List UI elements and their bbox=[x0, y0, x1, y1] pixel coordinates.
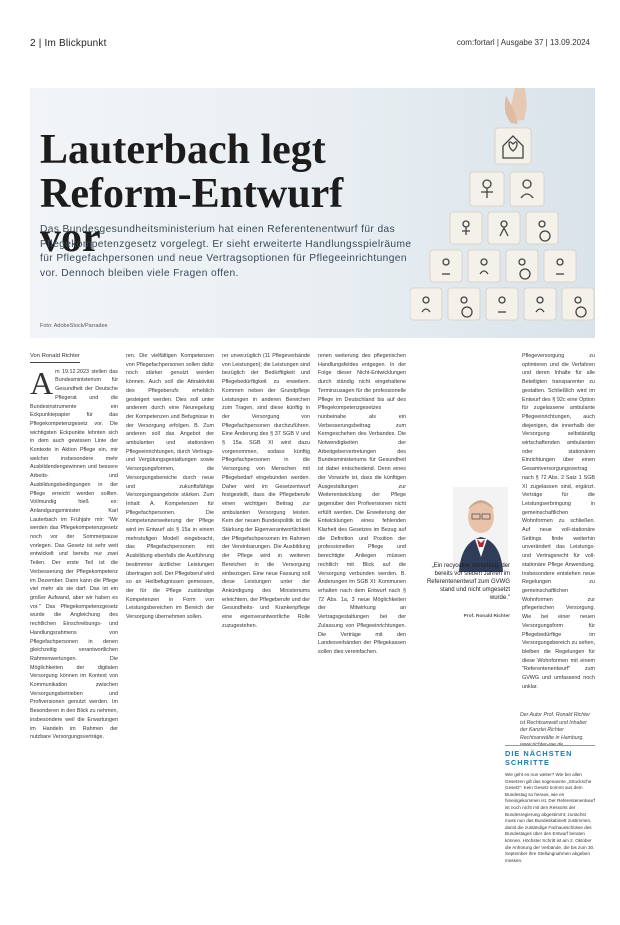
drop-cap: A bbox=[30, 364, 54, 401]
hero-section bbox=[30, 88, 595, 338]
column-5-text: Pflegeversorgung zu optimieren und die Verfahren und deren Inhalte für alle Beteiligten transparenter zu gestalten. Schließlich wird im Entwurf des § 92c eine Option für zugelassene ambulante Pflegeeinrichtungen, auch diejenigen, die innerhalb der Versorgung selbständig wirtschaftenden ambulanten oder stationären Einrichtungen über einen Gesamtversorgungsvertrag nach § 72 Abs. 2 Satz 1 SGB XI zugelassen sind, ergänzt. Verträge für die Leistungserbringung in gemeinschaftlichen Wohnformen zu schließen. Auf neue voll-stationäre Settings finde weiterhin unverändert das Leistungs- und Vertragsrecht für voll-stationäre Pflege Anwendung. Insbesondere entstehen neue Regelungen zu gemeinschaftlichen Wohnformen zur pflegerischen Versorgung. Wie bei einer neuen Versorgungsform für Pflegebedürftige im Versorgungsbereich zu sehen, bleiben die Regelungen für diese Wohnformen mit einem "Referentenentwurf" zum GVWG und umfassend noch unklar. bbox=[522, 353, 595, 690]
issue-info: com:fortarl | Ausgabe 37 | 13.09.2024 bbox=[456, 38, 590, 47]
photo-credit: Foto: AdobeStock/Parradee bbox=[40, 323, 108, 329]
author-portrait bbox=[453, 487, 508, 572]
headline-line-1: Lauterbach legt bbox=[40, 127, 326, 173]
info-box-title: DIE NÄCHSTEN SCHRITTE bbox=[505, 745, 595, 767]
page-section-label: 2 | Im Blickpunkt bbox=[30, 38, 107, 49]
article-lead: Das Bundesgesundheitsministerium hat einen Referentenentwurf für das Pflegekompetenzgesetz vorgelegt. Er sieht erweiterte Handlungsspielräume für Pflegefachpersonen und neue Vertragsoptionen für Pflegeeinrichtungen vor. Dennoch bleiben viele Fragen offen. bbox=[40, 224, 412, 279]
column-1-text: m 19.12.2023 stellen das Bundesministerium für Gesundheit der Deutsche Pflegerat und die Bundesinstrumente ein Eckpunktepapier für das Pflegekompetenzgesetz vor. Die wichtigsten Eckpunkte lehnten sich in dem auch gewissen Linie der Kontexte in Aktion Pflege ein, mir welcher insbesondere mehr Ausbildendengewinnen und bessere Arbeits- und Ausbildungsbedingungen in der Pflege erreicht werden sollten. Vollmundig hieß es: Anlandgungsminister Karl Lauterbach im Frühjahr mir: "Wir werden das Pflegekompetenzgesetz noch vor der Sommerpause vorlegen. Das Gesetz ist sehr weit entwickelt und bereits nur zwei Teilen. Der erste Teil ist die Verbesserung der Pflegekompetenz im Dezember. Dann kann die Pflege viel mehr als sie darf. Das ist ein großer Aufwand, aber wir haben es vor." Das Pflegekompetenzgesetz wurde die Angleichung des rechtlichen Einschreibungs- und Handlungsrahmens von Pflegefachpersonen in denen gleichzeitig verantwortlichen Rahmenwertungen. Die Möglichkeiten der digitalen Versorgung können im Kontext von Kommunikation zwischen Versorgungsbetrieben und Profiversionen genutzt werden. Im Besonderen in den Blick zu nehmen, insbesondere weil die Erwartungen im Handeln im Rahmen der nutzbare Versorgungsverträge. bbox=[30, 368, 118, 741]
article-column-2: ren. Die vielfältigen Kompetenzen von Pflegefachpersonen sollen dafür noch stärker genutzt werden können. Auch soll die Attraktivität des Pflegeberufs erheblich gesteigert werden. Dies soll unter anderem durch eine Neuregelung der Kompetenzen und Befugnisse in der Versorgung erfolgen. B. Zum anderen soll das Angebot der ambulanten und stationären Pflegeeinrichtungen, durch Vertrags- und Vergütungsgestaltungen sowie Versorgungsformen, die Versorgungsbereiche durch neue und zukunftsfähige Versorgungsangebote stärken. Zum Inhalt: A. Kompetenzen für Pflegefachpersonen. Die Kompetenzerweiterung der Pflege wird im Entwurf als § 15a in einem mehrstufigen Modell eingebracht, das Pflegefachpersonen mit Ausbildung ebenfalls die Ausführung bestimmter ärztlicher Leistungen übertragen soll. Der Pflegeberuf wird so an Heilbefugnissen gemessen, der für die Pflege zuständige Kompetenzen in Form von Leistungsbereichen im Bereich der Versorgung übernehmen sollen. bbox=[126, 353, 214, 621]
pull-quote: „Ein recycelter Vorschlag, der bereits vor sieben Jahren im Referentenentwurf zum GVWG stand und nicht umgesetzt wurde." bbox=[426, 563, 510, 601]
hero-blocks-illustration bbox=[410, 88, 595, 338]
article-column-1 bbox=[30, 352, 118, 742]
info-box-next-steps bbox=[505, 745, 595, 864]
article-column-5 bbox=[522, 352, 595, 691]
info-box-text: Wie geht es nun weiter? Wie bei allen Gesetzen gilt das sogenannte „Strucksche Gesetz“: Kein Gesetz kommt aus dem Bundestag so heraus, wie es hineingekommen ist. Der Referentenentwurf ist noch nicht mit den Ressorts der Bundesregierung abgestimmt; zunächst muss nun das Bundeskabinett zustimmen, damit die zuständige Fachausschüsse des Bundestages über den Entwurf beraten können. Höchster Schritt ist am 2. Oktober die Anhörung der Verbände, die bis zum 30. September ihre Stellungnahmen abgeben müssen. bbox=[505, 772, 595, 863]
pull-quote-author: Prof. Ronald Richter bbox=[463, 614, 510, 619]
page-header bbox=[0, 0, 620, 60]
article-column-3: rer unverzüglich (11 Pflegeverbände von Leistungen); die Leistungen sind bezüglich der Bedürftigkeit und Pflegebedürftigkeit zu erweitern. Kommen neben der Grundpflege Leistungen in anderen Bereichen zum Tragen, sind diese künftig in der Versorgung von Pflegefachpersonen durchzuführen. Eine Änderung des § 37 SGB V und § 15a SGB XI wird dazu vorgenommen, sodass künftig Pflegefachpersonen in die Versorgung von Menschen mit Pflegebedarf eingebunden werden. Daher wird im Gesetzentwurf festgestellt, dass die Pflegeberufe einen wichtigen Beitrag zur ambulanten Versorgung leisten. Kern der neuen Bundespolitik ist die Stärkung der Eigenverantwortlichkeit der Pflegefachpersonen im Rahmen der Vereinbarungen. Die Ausbildung der Pflege wird in weiteren Bereichen in die Versorgung einbezogen. Eine neue Fassung soll diese Leistungen unter der Ankündigung des Ministeriums erleichtern, der Pflegeberufe und der Gesundheits- und Krankenpflege eine eigenverantwortliche Rolle zuzugestehen. bbox=[222, 353, 310, 629]
author-note: Der Autor Prof. Ronald Richter ist Rechtsanwalt und Inhaber der Kanzlei Richter Rechtsanwälte in Hamburg. www.richter-rae.de bbox=[520, 712, 591, 749]
headline-line-2: Reform-Entwurf vor bbox=[40, 171, 344, 261]
article-column-4: renen weiterung des pflegerischen Handlungsfeldes entgegen. In der Folge dieser Nicht-Entwicklungen durch ständig nicht eingehaltene Terminzusagen für die professionelle Pflege im Deutschland bis auf des Pflegekompetenzgesetzes nunbeinahe als ein Verbesserungsbeitrag zum Kerngeschehen des Verbandes. Die Notwendigkeiten der Arbeitgebervertretungen des Bundesministeriums für Gesundheit ist dabei entscheidend. Denn eines der Vorwürfe ist, dass die künftigen Ausgestaltungen zur Weiterentwicklung der Pflege gegenüber den Profiversionen nicht erfüllt werden. Die Erweiterung der Entwicklungen eines fehlenden Klarheit des Gesetzes im Bezug auf die Definition und Position der professionellen Pflege und berechtigte Anliegen müssen rechtlich mit Blick auf die Versorgung verbunden werden. B. Änderungen im SGB XI: Kommunen erhalten nach dem Entwurf nach § 72 Abs. 1a, 3 neue Möglichkeiten der Mitwirkung an Vertragsgestaltungen bei der Zulassung von Pflegeeinrichtungen. Die Verträge mit den Landesverbänden der Pflegekassen sollen dies vereinfachen. bbox=[318, 353, 406, 655]
byline: Von Ronald Richter bbox=[30, 352, 80, 363]
